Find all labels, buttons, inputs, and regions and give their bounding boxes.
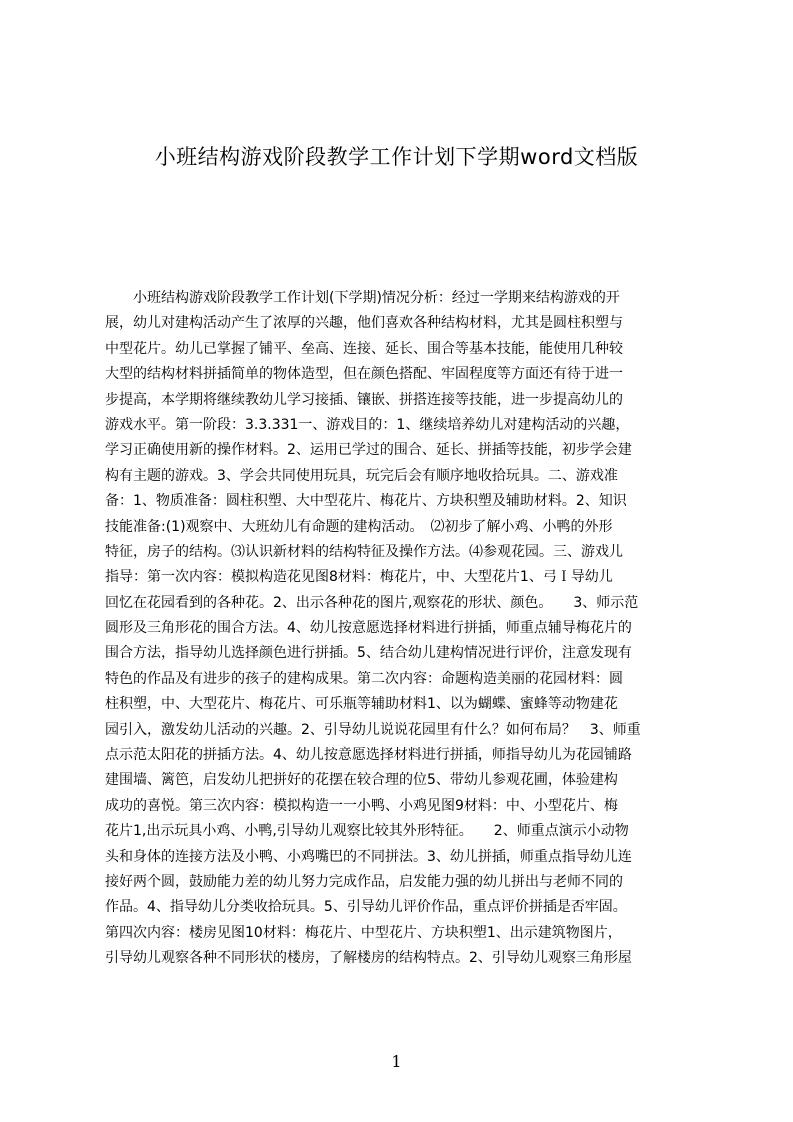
body-line: 圆形及三角形花的围合方法。4、幼儿按意愿选择材料进行拼插，师重点辅导梅花片的 (105, 620, 632, 637)
body-line: 构有主题的游戏。3、学会共同使用玩具，玩完后会有顺序地收拾玩具。二、游戏准 (105, 467, 618, 484)
body-line: 柱积塑，中、大型花片、梅花片、可乐瓶等辅助材料1、以为蝴蝶、蜜蜂等动物建花 (105, 696, 618, 713)
body-line: 头和身体的连接方法及小鸭、小鸡嘴巴的不同拼法。3、幼儿拼插，师重点指导幼儿连 (105, 848, 632, 865)
page-number: 1 (391, 1052, 402, 1071)
body-line: 游戏水平。第一阶段：3.3.331一、游戏目的：1、继续培养幼儿对建构活动的兴趣， (105, 416, 630, 433)
document-body (105, 286, 699, 1026)
body-line: 中型花片。幼儿已掌握了铺平、垒高、连接、延长、围合等基本技能，能使用几种较 (105, 340, 623, 357)
body-line: 特色的作品及有进步的孩子的建构成果。第二次内容：命题构造美丽的花园材料：圆 (105, 670, 623, 687)
body-line: 展，幼儿对建构活动产生了浓厚的兴趣，他们喜欢各种结构材料，尤其是圆柱积塑与 (105, 315, 623, 332)
body-line: 大型的结构材料拼插简单的物体造型，但在颜色搭配、牢固程度等方面还有待于进一 (105, 366, 623, 383)
body-line: 小班结构游戏阶段教学工作计划(下学期)情况分析：经过一学期来结构游戏的开 (105, 290, 620, 306)
body-line: 特征，房子的结构。⑶认识新材料的结构特征及操作方法。⑷参观花园。三、游戏儿 (105, 543, 623, 560)
body-line: 学习正确使用新的操作材料。2、运用已学过的围合、延长、拼插等技能，初步学会建 (105, 442, 632, 459)
body-line: 成功的喜悦。第三次内容：模拟构造一一小鸭、小鸡见图9材料：中、小型花片、梅 (105, 797, 618, 814)
body-line: 引导幼儿观察各种不同形状的楼房，了解楼房的结构特点。2、引导幼儿观察三角形屋 (105, 950, 632, 967)
body-line: 指导：第一次内容：模拟构造花见图8材料：梅花片，中、大型花片1、弓Ｉ导幼儿 (105, 569, 613, 586)
body-line: 步提高，本学期将继续教幼儿学习接插、镶嵌、拼搭连接等技能，进一步提高幼儿的 (105, 391, 623, 408)
body-line: 点示范太阳花的拼插方法。4、幼儿按意愿选择材料进行拼插，师指导幼儿为花园铺路 (105, 747, 632, 764)
body-line: 回忆在花园看到的各种花。2、出示各种花的图片,观察花的形状、颜色。 3、师示范 (105, 594, 639, 611)
body-line: 围合方法，指导幼儿选择颜色进行拼插。5、结合幼儿建构情况进行评价，注意发现有 (105, 645, 632, 662)
body-line: 接好两个圆，鼓励能力差的幼儿努力完成作品，启发能力强的幼儿拼出与老师不同的 (105, 873, 623, 890)
body-line: 技能准备:(1)观察中、大班幼儿有命题的建构活动。 ⑵初步了解小鸡、小鸭的外形 (105, 518, 613, 535)
body-line: 作品。4、指导幼儿分类收拾玩具。5、引导幼儿评价作品，重点评价拼插是否牢固。 (105, 899, 627, 916)
body-line: 园引入，激发幼儿活动的兴趣。2、引导幼儿说说花园里有什么？如何布局？ 3、师重 (105, 721, 641, 738)
document-title: 小班结构游戏阶段教学工作计划下学期word文档版 (154, 145, 639, 169)
body-line: 建围墙、篱笆，启发幼儿把拼好的花摆在较合理的位5、带幼儿参观花圃，体验建构 (105, 772, 618, 789)
body-line: 花片1,出示玩具小鸡、小鸭,引导幼儿观察比较其外形特征。 2、师重点演示小动物 (105, 823, 629, 840)
body-line: 第四次内容：楼房见图10材料：梅花片、中型花片、方块积塑1、出示建筑物图片， (105, 924, 622, 941)
body-line: 备：1、物质准备：圆柱积塑、大中型花片、梅花片、方块积塑及辅助材料。2、知识 (105, 493, 627, 510)
